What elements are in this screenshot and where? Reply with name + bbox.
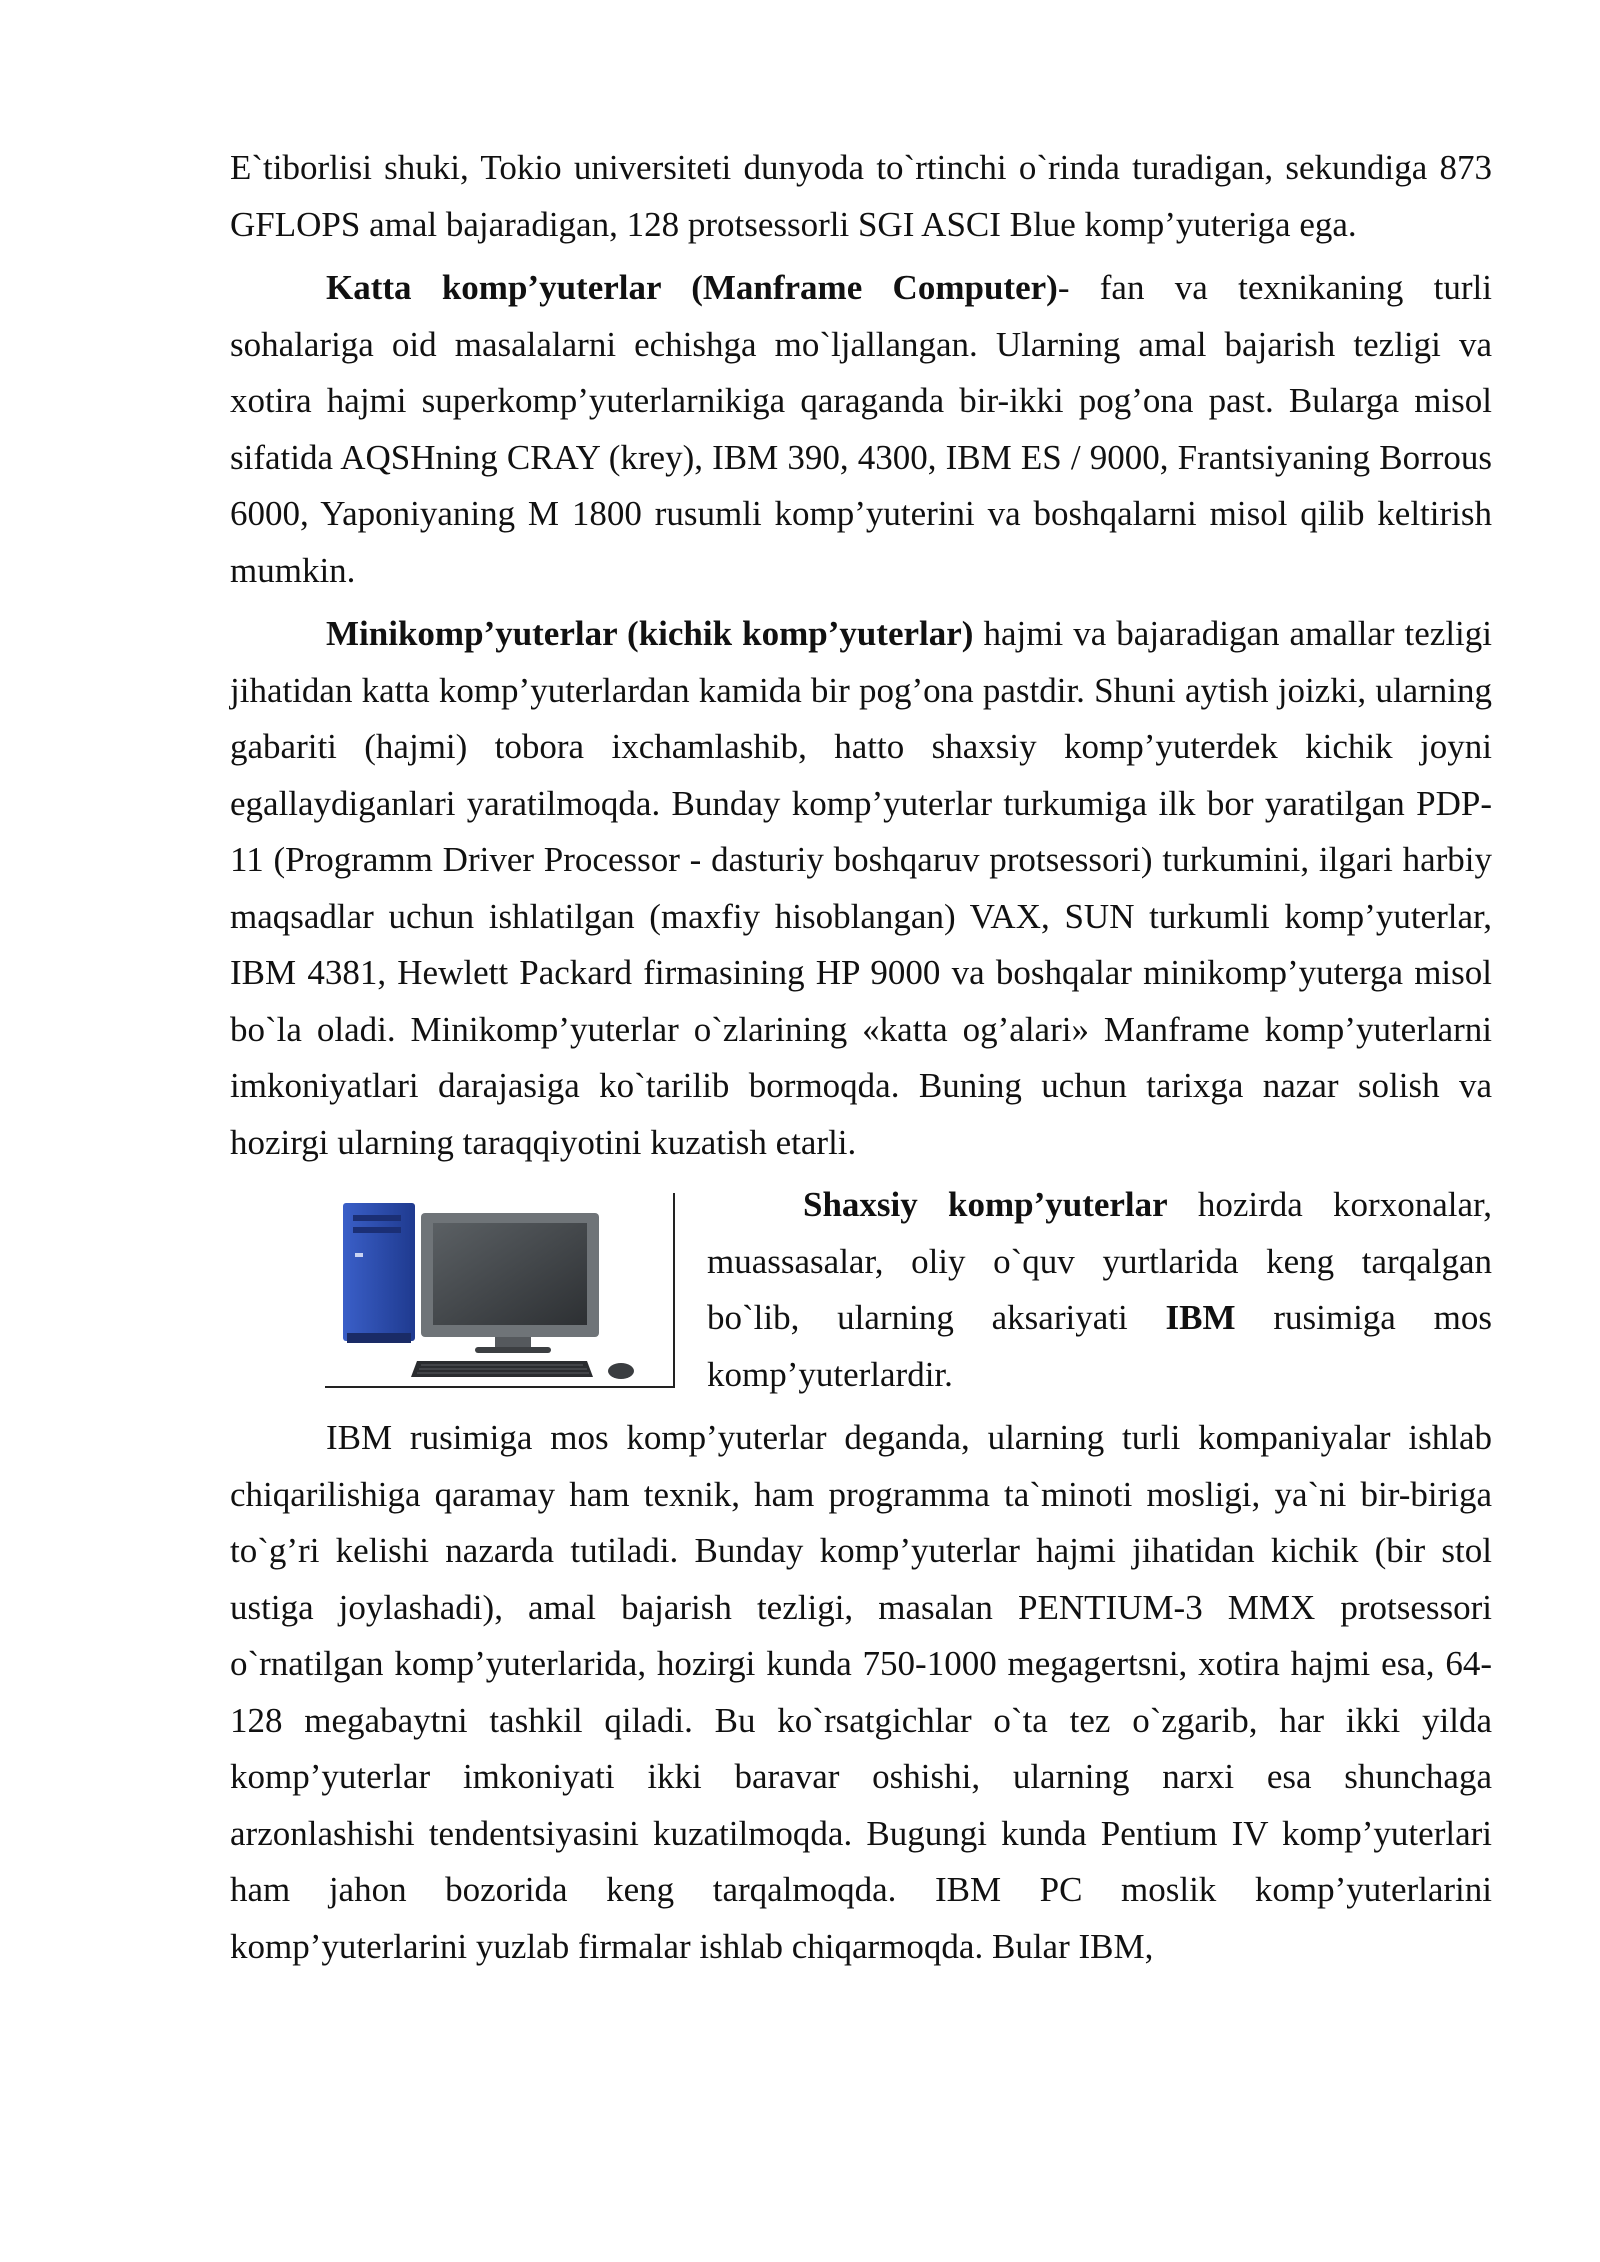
personal-computers-end: rusimiga mos komp’yuterlardir. xyxy=(707,1298,1493,1394)
tower-case xyxy=(343,1203,415,1341)
minicomputers-description: hajmi va bajaradigan amallar tezligi jihatidan katta komp’yuterlardan kamida bir pog’ona pastdir. Shuni aytish joizki, ularning gabariti (hajmi) tobora ixchamlashib, hatto shaxsiy komp’yuterdek kichik joyni egallaydiganlari yaratilmoqda. Bunday komp’yuterlar turkumiga ilk bor yaratilgan PDP-11 (Programm Driver Processor - dasturiy boshqaruv protsessori) turkumini, ilgari harbiy maqsadlar uchun ishlatilgan (maxfiy hisoblangan) VAX, SUN turkumli komp’yuterlar, IBM 4381, Hewlett Packard firmasining HP 9000 va boshqalar minikomp’yuterga misol bo`la oladi. Minikomp’yuterlar o`zlarining «katta og’alari» Manframe komp’yuterlarni imkoniyatlari darajasiga ko`tarilib bormoqda. Buning uchun tarixga nazar solish va hozirgi ularning taraqqiyotini kuzatish etarli. xyxy=(230,614,1492,1162)
term-minicomputers: Minikomp’yuterlar (kichik komp’yuterlar) xyxy=(326,614,974,653)
personal-computers-text xyxy=(707,1177,1492,1403)
term-ibm: IBM xyxy=(1165,1298,1236,1337)
personal-computers-description: hozirda korxonalar, muassasalar, oliy o`quv yurtlarida keng tarqalgan bo`lib, ularning aksariyati xyxy=(707,1185,1493,1337)
paragraph-minicomputers xyxy=(230,606,1492,1171)
computer-figure xyxy=(325,1193,675,1388)
paragraph-ibm-compatible: IBM rusimiga mos komp’yuterlar deganda, ularning turli kompaniyalar ishlab chiqarilishiga qaramay ham texnik, ham programma ta`minoti mosligi, ya`ni bir-biriga to`g’ri kelishi nazarda tutiladi. Bunday komp’yuterlar hajmi jihatidan kichik (bir stol ustiga joylashadi), amal bajarish tezligi, masalan PENTIUM-3 MMX protsessori o`rnatilgan komp’yuterlarida, hozirgi kunda 750-1000 megagertsni, xotira hajmi esa, 64-128 megabaytni tashkil qiladi. Bu ko`rsatgichlar o`ta tez o`zgarib, har ikki yilda komp’yuterlar imkoniyati ikki baravar oshishi, ularning narxi esa shunchaga arzonlashishi tendentsiyasini kuzatilmoqda. Bugungi kunda Pentium IV komp’yuterlari ham jahon bozorida keng tarqalmoqda. IBM PC moslik komp’yuterlarini komp’yuterlarini yuzlab firmalar ishlab chiqarmoqda. Bular IBM, xyxy=(230,1418,1492,1966)
paragraph-mainframe xyxy=(230,260,1492,599)
term-mainframe: Katta komp’yuterlar (Manframe Computer) xyxy=(326,268,1058,307)
personal-computer-icon xyxy=(325,1193,673,1386)
mainframe-description: - fan va texnikaning turli sohalariga oid masalalarni echishga mo`ljallangan. Ularning amal bajarish tezligi va xotira hajmi superkomp’yuterlarnikiga qaraganda bir-ikki pog’ona past. Bularga misol sifatida AQSHning CRAY (krey), IBM 390, 4300, IBM ES / 9000, Frantsiyaning Borrous 6000, Yaponiyaning M 1800 rusumli komp’yuterini va boshqalarni misol qilib keltirish mumkin. xyxy=(230,268,1493,590)
document-page xyxy=(230,140,1492,1975)
monitor-screen xyxy=(433,1223,587,1325)
personal-computers-section xyxy=(230,1177,1492,1403)
term-personal-computers: Shaxsiy komp’yuterlar xyxy=(803,1185,1168,1224)
mouse xyxy=(608,1363,634,1379)
paragraph-tokyo-university: E`tiborlisi shuki, Tokio universiteti dunyoda to`rtinchi o`rinda turadigan, sekundiga 873 GFLOPS amal bajaradigan, 128 protsessorli SGI ASCI Blue komp’yuteriga ega. xyxy=(230,148,1492,244)
paragraph-personal-computers xyxy=(707,1177,1492,1403)
